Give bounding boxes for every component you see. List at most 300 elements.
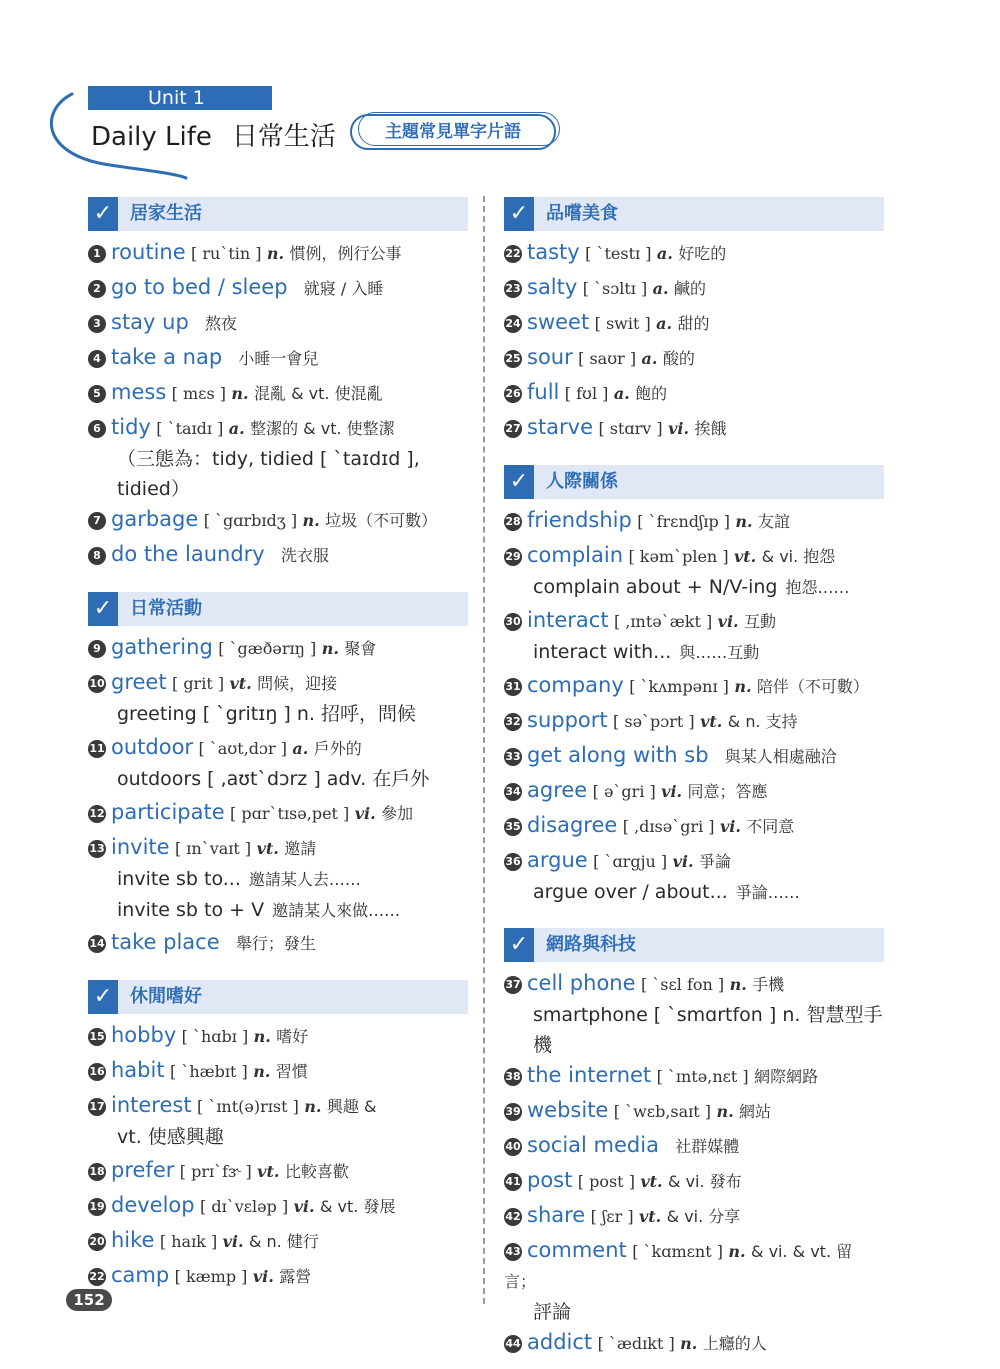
phonetic: [ haɪk ] (159, 1232, 218, 1251)
vocab-entry (504, 237, 884, 272)
entry-number: 1 (88, 245, 106, 263)
meaning: 慣例，例行公事 (289, 244, 402, 263)
meaning: 比較喜歡 (284, 1162, 349, 1181)
section-title: 日常活動 (130, 598, 202, 619)
vocab-entry (504, 1060, 884, 1095)
part-of-speech: vi. (293, 1197, 315, 1216)
meaning: 爭論 (698, 852, 731, 871)
meaning: 互動 (744, 612, 777, 631)
entry-number: 29 (504, 548, 522, 566)
vocab-word: outdoor (111, 735, 194, 759)
sub-line (88, 444, 468, 504)
part-of-speech: n. (304, 1097, 322, 1116)
meaning: 舉行；發生 (235, 934, 316, 953)
entry-number: 12 (88, 805, 106, 823)
vocab-entry (504, 705, 884, 740)
meaning: 鹹的 (673, 279, 706, 298)
vocab-word: mess (111, 380, 167, 404)
entry-number: 17 (88, 1098, 106, 1116)
phonetic: [ ˋɑrgju ] (593, 852, 668, 871)
section-title: 品嚐美食 (546, 203, 618, 224)
entry-number: 13 (88, 840, 106, 858)
sub-line (88, 895, 468, 926)
meaning: 混亂 & vt. 使混亂 (254, 384, 383, 403)
phonetic: [ ʃɛr ] (590, 1207, 634, 1226)
phonetic: [ grit ] (171, 674, 225, 693)
sub-line-text: complain about + N/V-ing (533, 576, 778, 598)
phonetic: [ ˋwɛb,saɪt ] (613, 1102, 712, 1121)
vocab-word: friendship (527, 508, 632, 532)
meaning: 飽的 (635, 384, 668, 403)
part-of-speech: vt. (640, 1172, 663, 1191)
meaning: & vt. 發展 (319, 1197, 396, 1216)
entry-number: 6 (88, 420, 106, 438)
vocab-entry (504, 307, 884, 342)
vocab-word: hobby (111, 1023, 177, 1047)
vocab-entry (88, 1155, 468, 1190)
phonetic: [ fʊl ] (564, 384, 609, 403)
meaning: 聚會 (344, 639, 377, 658)
phonetic: [ mɛs ] (171, 384, 226, 403)
part-of-speech: n. (302, 511, 320, 530)
vocab-word: routine (111, 240, 186, 264)
vocab-entry (504, 775, 884, 810)
section-title: 網路與科技 (546, 934, 636, 955)
vocab-word: do the laundry (111, 542, 265, 566)
vocab-entry (504, 1130, 884, 1165)
meaning: 甜的 (677, 314, 710, 333)
sub-line-text: outdoors [ ,aʊtˋdɔrz ] adv. 在戶外 (117, 768, 430, 790)
entry-number: 20 (88, 1233, 106, 1251)
vocab-entry (88, 342, 468, 377)
vocab-entry (504, 605, 884, 670)
vocab-word: interact (527, 608, 609, 632)
vocab-word: addict (527, 1330, 593, 1354)
phonetic: [ pɑrˋtɪsə,pet ] (230, 804, 350, 823)
vocab-word: gathering (111, 635, 213, 659)
entry-number: 42 (504, 1208, 522, 1226)
vocab-word: company (527, 673, 624, 697)
sub-line (88, 764, 468, 794)
section-gap (504, 447, 884, 465)
meaning: 戶外的 (313, 739, 362, 758)
vocab-word: salty (527, 275, 578, 299)
entry-number: 15 (88, 1028, 106, 1046)
entry-number: 27 (504, 420, 522, 438)
entry-number: 43 (504, 1243, 522, 1261)
unit-label: Unit 1 (88, 86, 272, 110)
vocab-entry (504, 272, 884, 307)
vocab-word: camp (111, 1263, 170, 1287)
vocab-entry (504, 1200, 884, 1235)
entry-number: 32 (504, 713, 522, 731)
phonetic: [ ˋgæðərɪŋ ] (218, 639, 317, 658)
meaning: 嗜好 (276, 1027, 309, 1046)
vocab-entry (88, 1055, 468, 1090)
sub-line-text: interact with... (533, 641, 672, 663)
part-of-speech: n. (253, 1062, 271, 1081)
vocab-word: invite (111, 835, 170, 859)
entry-number: 24 (504, 315, 522, 333)
meaning: 露營 (279, 1267, 312, 1286)
sub-line (88, 864, 468, 895)
vocab-entry (88, 377, 468, 412)
section-gap (88, 962, 468, 980)
entry-number: 25 (504, 350, 522, 368)
meaning: 挨餓 (694, 419, 727, 438)
part-of-speech: a. (656, 314, 673, 333)
page-title (91, 116, 336, 153)
entry-number: 39 (504, 1103, 522, 1121)
vocab-entry (504, 1327, 884, 1362)
topic-badge: 主題常見單字片語 (350, 114, 556, 150)
meaning: 社群媒體 (675, 1137, 740, 1156)
phonetic: [ dɪˋvɛləp ] (200, 1197, 289, 1216)
part-of-speech: a. (613, 384, 630, 403)
vocab-word: take a nap (111, 345, 223, 369)
vocab-entry (88, 927, 468, 962)
part-of-speech: vi. (252, 1267, 274, 1286)
vocab-word: prefer (111, 1158, 175, 1182)
entry-number: 44 (504, 1335, 522, 1353)
vocab-word: hike (111, 1228, 155, 1252)
section-header (88, 980, 468, 1014)
vocab-word: sweet (527, 310, 590, 334)
phonetic: [ ˋtaɪdɪ ] (156, 419, 224, 438)
meaning: & n. 支持 (727, 712, 798, 731)
title-zh: 日常生活 (231, 122, 336, 152)
phonetic: [ ˋɪnt(ə)rɪst ] (196, 1097, 299, 1116)
meaning: 就寢 / 入睡 (303, 279, 384, 298)
part-of-speech: n. (321, 639, 339, 658)
vocab-entry (88, 632, 468, 667)
phonetic: [ kæmp ] (174, 1267, 248, 1286)
meaning: & vi. 分享 (666, 1207, 741, 1226)
meaning: 網際網路 (754, 1067, 819, 1086)
part-of-speech: n. (253, 1027, 271, 1046)
meaning: 同意；答應 (687, 782, 768, 801)
vocab-word: take place (111, 930, 220, 954)
sub-line (88, 699, 468, 729)
vocab-word: cell phone (527, 971, 636, 995)
vocab-word: sour (527, 345, 573, 369)
vocab-entry (88, 539, 468, 574)
vocab-word: disagree (527, 813, 618, 837)
entry-number: 38 (504, 1068, 522, 1086)
entry-number: 30 (504, 613, 522, 631)
vocab-word: comment (527, 1238, 627, 1262)
section-title: 居家生活 (130, 203, 202, 224)
meaning: 友誼 (758, 512, 791, 531)
phonetic: [ ruˋtin ] (191, 244, 262, 263)
vocab-entry (88, 272, 468, 307)
phonetic: [ swit ] (594, 314, 651, 333)
vocab-word: complain (527, 543, 624, 567)
part-of-speech: n. (680, 1334, 698, 1353)
vocab-entry (88, 1090, 468, 1155)
entry-number: 36 (504, 853, 522, 871)
vocab-entry (88, 1190, 468, 1225)
part-of-speech: vi. (222, 1232, 244, 1251)
part-of-speech: a. (652, 279, 669, 298)
section-header (504, 197, 884, 231)
part-of-speech: vt. (700, 712, 723, 731)
vocab-entry (88, 667, 468, 732)
sub-line (504, 637, 884, 668)
meaning: & vi. 抱怨 (761, 547, 836, 566)
entry-number: 33 (504, 748, 522, 766)
vocab-entry (88, 732, 468, 797)
phonetic: [ saʊr ] (578, 349, 637, 368)
phonetic: [ ɪnˋvaɪt ] (174, 839, 252, 858)
meaning: 不同意 (746, 817, 795, 836)
vocab-entry (504, 412, 884, 447)
vocab-entry (88, 797, 468, 832)
entry-number: 10 (88, 675, 106, 693)
vocab-word: website (527, 1098, 609, 1122)
phonetic: [ ˋaʊt,dɔr ] (198, 739, 287, 758)
entry-number: 9 (88, 640, 106, 658)
vocab-word: go to bed / sleep (111, 275, 288, 299)
meaning: 興趣 & (326, 1097, 377, 1116)
vocab-word: full (527, 380, 560, 404)
entry-number: 34 (504, 783, 522, 801)
part-of-speech: vt. (638, 1207, 662, 1226)
vocab-entry (88, 1260, 468, 1295)
phonetic: [ ˋkʌmpənɪ ] (629, 677, 729, 696)
phonetic: [ stɑrv ] (598, 419, 663, 438)
vocab-word: garbage (111, 507, 199, 531)
section-header (504, 928, 884, 962)
part-of-speech: a. (656, 244, 673, 263)
vocab-entry (504, 505, 884, 540)
part-of-speech: a. (641, 349, 658, 368)
part-of-speech: n. (728, 1242, 746, 1261)
check-icon: ✓ (504, 465, 534, 499)
phonetic: [ ˋkɑmɛnt ] (632, 1242, 723, 1261)
vocab-entry (504, 342, 884, 377)
entry-number: 16 (88, 1063, 106, 1081)
entry-number: 23 (504, 280, 522, 298)
phonetic: [ səˋpɔrt ] (613, 712, 695, 731)
vocab-entry (88, 504, 468, 539)
part-of-speech: vt. (229, 674, 252, 693)
sub-line-meaning: 與……互動 (679, 643, 760, 662)
phonetic: [ ˋtestɪ ] (585, 244, 652, 263)
part-of-speech: n. (729, 975, 747, 994)
meaning: 習慣 (275, 1062, 308, 1081)
phonetic: [ ˋædɪkt ] (597, 1334, 675, 1353)
entry-number: 7 (88, 512, 106, 530)
meaning: 參加 (381, 804, 414, 823)
page-number: 152 (66, 1289, 112, 1311)
entry-number: 28 (504, 513, 522, 531)
part-of-speech: vi. (717, 612, 739, 631)
section-header (504, 465, 884, 499)
sub-line (504, 1297, 884, 1327)
vocab-entry (504, 1235, 884, 1327)
entry-number: 37 (504, 976, 522, 994)
section-title: 休閒嗜好 (130, 986, 202, 1007)
sub-line (504, 877, 884, 908)
phonetic: [ ˋhɑbɪ ] (181, 1027, 249, 1046)
sub-line (88, 1122, 468, 1152)
vocab-word: participate (111, 800, 225, 824)
entry-number: 3 (88, 315, 106, 333)
vocab-word: greet (111, 670, 167, 694)
meaning: 手機 (752, 975, 785, 994)
vocab-entry (504, 1095, 884, 1130)
entry-number: 5 (88, 385, 106, 403)
part-of-speech: a. (228, 419, 245, 438)
entry-number: 2 (88, 280, 106, 298)
left-column (88, 197, 468, 1295)
phonetic: [ prɪˋfɝ ] (179, 1162, 252, 1181)
entry-number: 4 (88, 350, 106, 368)
phonetic: [ ˋsɔltɪ ] (582, 279, 648, 298)
column-divider (483, 196, 485, 1304)
entry-number: 40 (504, 1138, 522, 1156)
part-of-speech: n. (231, 384, 249, 403)
vocab-word: tidy (111, 415, 151, 439)
vocab-entry (504, 740, 884, 775)
sub-line-text: argue over / about... (533, 881, 728, 903)
vocab-word: argue (527, 848, 588, 872)
entry-number: 22 (504, 245, 522, 263)
meaning: 問候，迎接 (257, 674, 338, 693)
section-header (88, 197, 468, 231)
part-of-speech: n. (734, 677, 752, 696)
vocab-word: tasty (527, 240, 580, 264)
vocab-entry (88, 412, 468, 504)
page-header (0, 0, 1000, 200)
sub-line-text: vt. 使感興趣 (117, 1126, 224, 1148)
part-of-speech: vi. (719, 817, 741, 836)
meaning: 上癮的人 (702, 1334, 767, 1353)
meaning: 洗衣服 (280, 546, 329, 565)
vocab-entry (504, 377, 884, 412)
vocab-word: the internet (527, 1063, 652, 1087)
phonetic: [ ,ɪntəˋækt ] (614, 612, 713, 631)
right-column (504, 197, 884, 1362)
part-of-speech: n. (716, 1102, 734, 1121)
entry-number: 18 (88, 1163, 106, 1181)
entry-number: 19 (88, 1198, 106, 1216)
sub-line-text: invite sb to... (117, 868, 241, 890)
entry-number: 11 (88, 740, 106, 758)
part-of-speech: vi. (672, 852, 694, 871)
vocab-word: habit (111, 1058, 165, 1082)
meaning: 酸的 (662, 349, 695, 368)
sub-line-text: invite sb to + V (117, 899, 265, 921)
section-gap (504, 910, 884, 928)
meaning: 網站 (739, 1102, 772, 1121)
sub-line-meaning: 抱怨…… (785, 578, 850, 597)
meaning: & vi. & vt. 留言； (504, 1242, 853, 1291)
meaning: 垃圾（不可數） (325, 511, 438, 530)
part-of-speech: vt. (257, 1162, 280, 1181)
phonetic: [ ,dɪsəˋgri ] (622, 817, 715, 836)
section-header (88, 592, 468, 626)
vocab-word: develop (111, 1193, 195, 1217)
vocab-word: post (527, 1168, 573, 1192)
meaning: 與某人相處融洽 (724, 747, 837, 766)
part-of-speech: n. (735, 512, 753, 531)
check-icon: ✓ (504, 928, 534, 962)
sub-line-meaning: 邀請某人來做…… (272, 901, 401, 920)
meaning: 陪伴（不可數） (756, 677, 869, 696)
part-of-speech: a. (292, 739, 309, 758)
part-of-speech: n. (266, 244, 285, 263)
vocab-word: agree (527, 778, 588, 802)
entry-number: 41 (504, 1173, 522, 1191)
vocab-word: stay up (111, 310, 189, 334)
sub-line-meaning: 爭論…… (735, 883, 800, 902)
part-of-speech: vi. (661, 782, 683, 801)
sub-line (504, 572, 884, 603)
vocab-entry (504, 540, 884, 605)
phonetic: [ əˋgri ] (592, 782, 656, 801)
vocab-entry (504, 670, 884, 705)
part-of-speech: vi. (354, 804, 376, 823)
vocab-word: interest (111, 1093, 192, 1117)
meaning: 熬夜 (205, 314, 238, 333)
phonetic: [ kəmˋplen ] (628, 547, 729, 566)
phonetic: [ ˋsɛl fon ] (640, 975, 725, 994)
entry-number: 31 (504, 678, 522, 696)
sub-line-text: smartphone [ ˋsmɑrtfon ] n. 智慧型手機 (533, 1004, 883, 1056)
entry-number: 22 (88, 1268, 106, 1286)
vocab-entry (504, 810, 884, 845)
meaning: & vi. 發布 (668, 1172, 742, 1191)
vocab-entry (504, 845, 884, 910)
part-of-speech: vi. (668, 419, 690, 438)
meaning: 整潔的 & vt. 使整潔 (250, 419, 395, 438)
vocab-entry (504, 1165, 884, 1200)
vocab-entry (88, 832, 468, 927)
sub-line (504, 1000, 884, 1060)
sub-line-meaning: 邀請某人去…… (248, 870, 361, 889)
phonetic: [ ˋfrɛndʃɪp ] (637, 512, 731, 531)
sub-line-text: （三態為：tidy, tidied [ ˋtaɪdɪd ], tidied） (117, 448, 420, 500)
check-icon: ✓ (88, 980, 118, 1014)
vocab-word: share (527, 1203, 586, 1227)
meaning: 小睡一會兒 (238, 349, 319, 368)
vocab-word: get along with sb (527, 743, 709, 767)
vocab-entry (88, 1020, 468, 1055)
title-en: Daily Life (91, 122, 212, 152)
vocab-entry (88, 307, 468, 342)
phonetic: [ ˋgɑrbɪdʒ ] (203, 511, 298, 530)
entry-number: 35 (504, 818, 522, 836)
vocab-entry (88, 1225, 468, 1260)
vocab-word: starve (527, 415, 594, 439)
entry-number: 14 (88, 935, 106, 953)
meaning: 邀請 (284, 839, 317, 858)
sub-line-text: greeting [ ˋgritɪŋ ] n. 招呼，問候 (117, 703, 416, 725)
phonetic: [ ˋhæbɪt ] (169, 1062, 248, 1081)
vocab-entry (504, 968, 884, 1060)
vocab-word: social media (527, 1133, 659, 1157)
check-icon: ✓ (504, 197, 534, 231)
part-of-speech: vt. (733, 547, 757, 566)
check-icon: ✓ (88, 592, 118, 626)
section-gap (88, 574, 468, 592)
entry-number: 26 (504, 385, 522, 403)
meaning: 好吃的 (678, 244, 727, 263)
part-of-speech: vt. (256, 839, 279, 858)
phonetic: [ ˋɪntə,nɛt ] (656, 1067, 749, 1086)
